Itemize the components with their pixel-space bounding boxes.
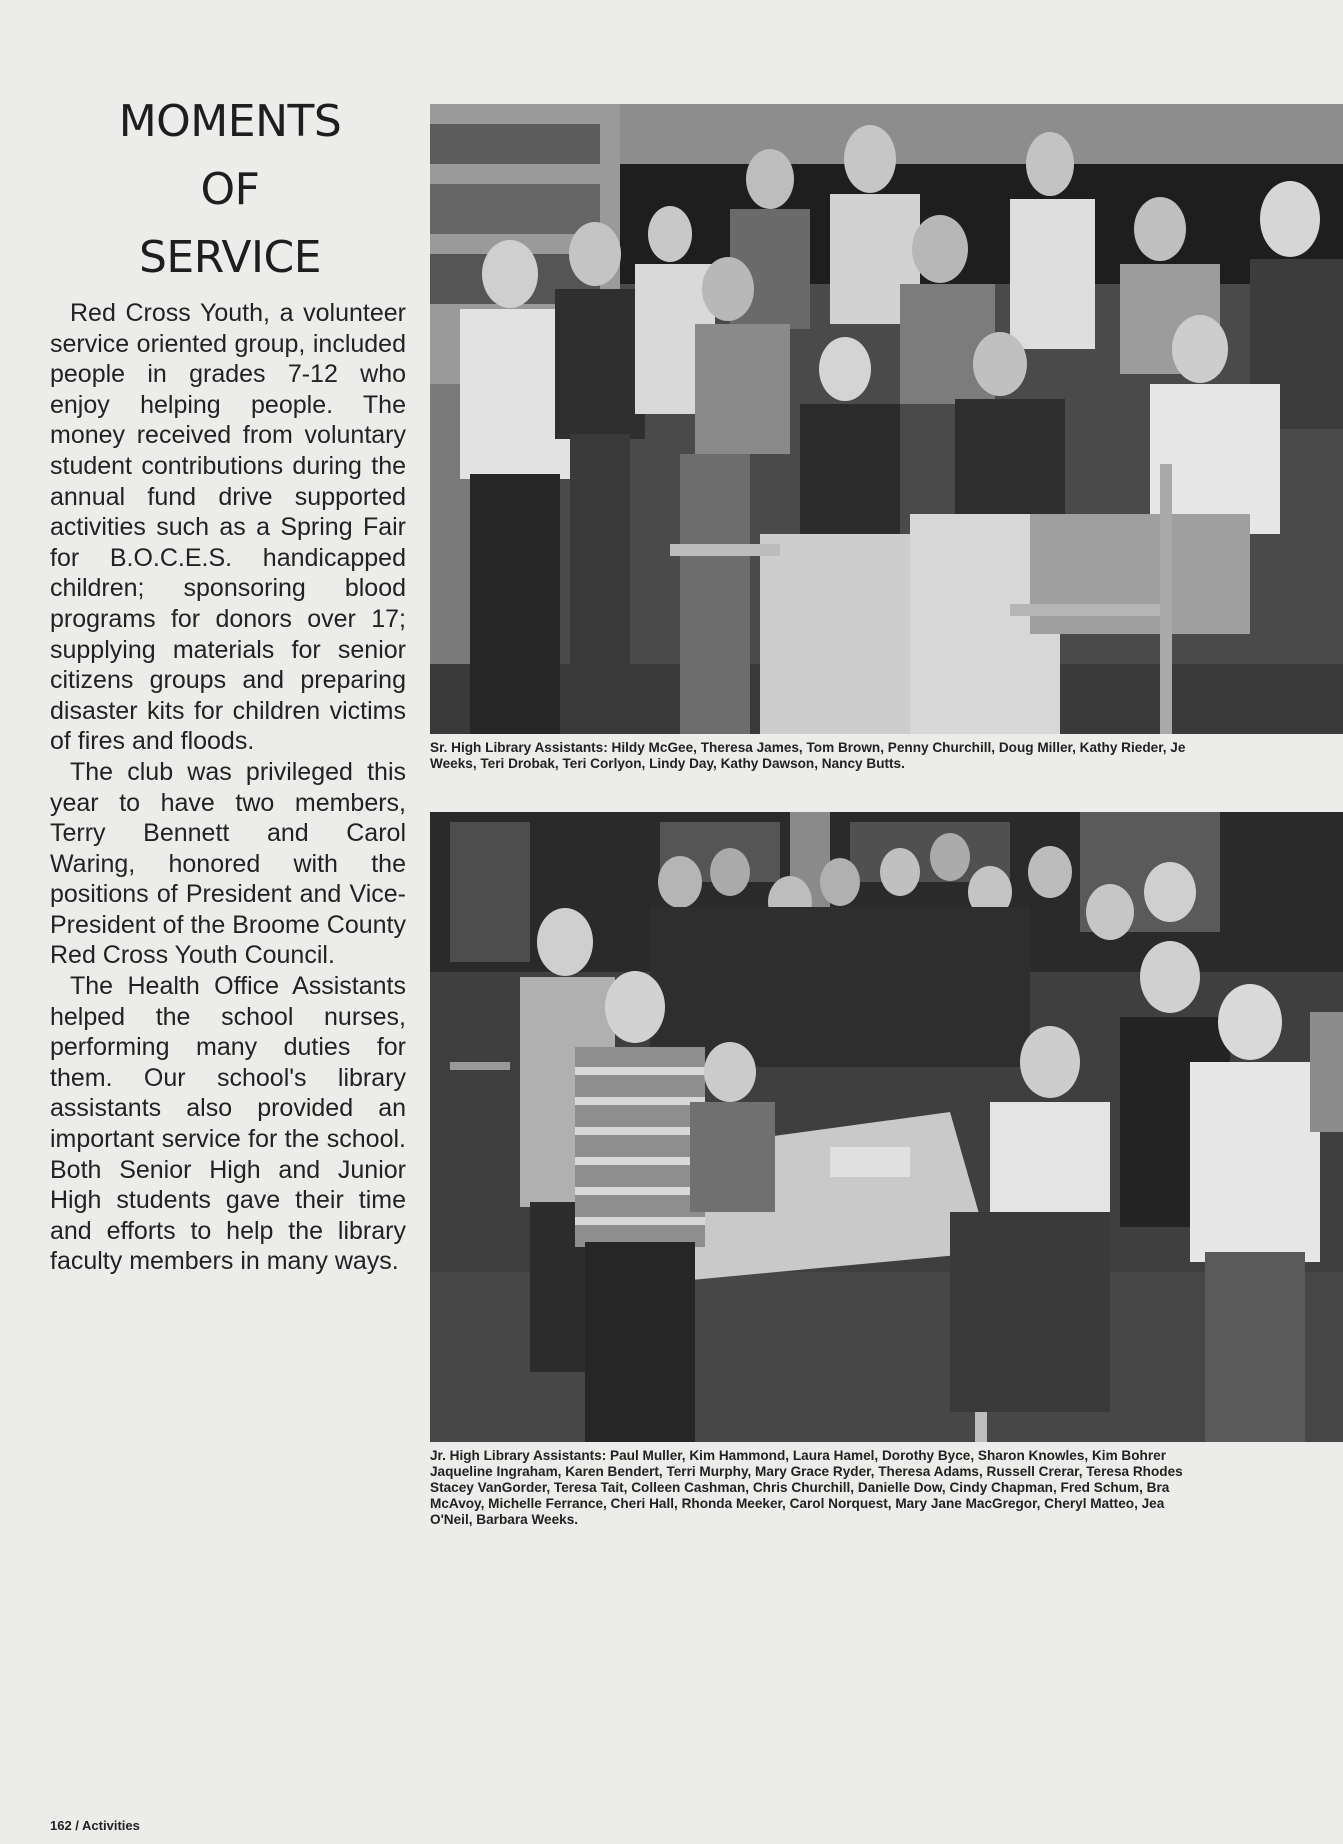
paragraph-assistants: The Health Office Assistants helped the school nurses, performing many duties for them. Our school's library assistants also provided an important service for the school. Both Senior High and Junior High students gave their time and efforts to help the library faculty members in many ways.	[50, 972, 406, 1276]
jr-high-photo-illustration	[430, 812, 1343, 1442]
title-line-1: MOMENTS	[118, 96, 342, 147]
paragraph-club-honors: The club was privileged this year to have two members, Terry Bennett and Carol Waring, honored with the positions of President and Vice-President of the Broome County Red Cross Youth Council.	[50, 757, 406, 970]
page-folio: 162 / Activities	[50, 1818, 140, 1833]
article-body	[50, 298, 406, 1277]
title-line-3: SERVICE	[139, 232, 321, 283]
paragraph-red-cross: Red Cross Youth, a volunteer service oriented group, included people in grades 7-12 who enjoy helping people. The money received from voluntary student contributions during the annual fund drive supported activities such as a Spring Fair for B.O.C.E.S. handicapped children; sponsoring blood programs for donors over 17; supplying materials for senior citizens groups and preparing disaster kits for children victims of fires and floods.	[50, 299, 406, 756]
title-line-2: OF	[200, 164, 260, 215]
jr-high-photo-caption: Jr. High Library Assistants: Paul Muller, Kim Hammond, Laura Hamel, Dorothy Byce, Sharon Knowles, Kim Bohrer Jaqueline Ingraham, Karen Bendert, Terri Murphy, Mary Grace Ryder, Theresa Adams, Russell Crerar, Teresa Rhodes Stacey VanGorder, Teresa Tait, Colleen Cashman, Chris Churchill, Danielle Dow, Cindy Chapman, Fred Schum, Bra McAvoy, Michelle Ferrance, Cheri Hall, Rhonda Meeker, Carol Norquest, Mary Jane MacGregor, Cheryl Matteo, Jea O'Neil, Barbara Weeks.	[430, 1448, 1183, 1527]
jr-high-library-photo	[430, 812, 1343, 1442]
sr-high-photo-illustration	[430, 104, 1343, 734]
page-title	[60, 88, 400, 292]
sr-high-library-photo	[430, 104, 1343, 734]
sr-high-photo-caption: Sr. High Library Assistants: Hildy McGee, Theresa James, Tom Brown, Penny Churchill, Doug Miller, Kathy Rieder, Je Weeks, Teri Drobak, Teri Corlyon, Lindy Day, Kathy Dawson, Nancy Butts.	[430, 740, 1186, 771]
